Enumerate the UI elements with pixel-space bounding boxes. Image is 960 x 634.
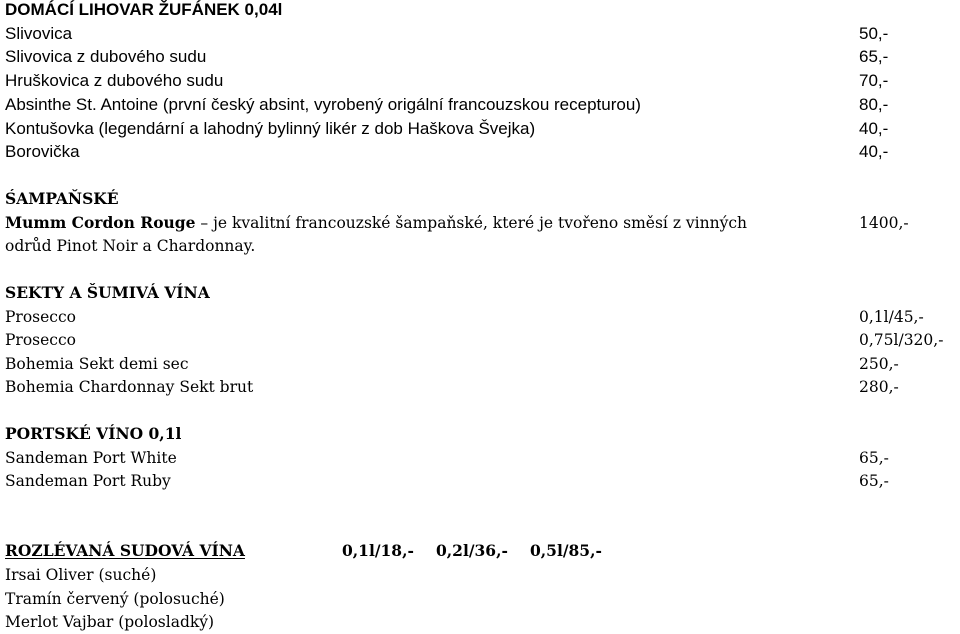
- section-heading-sparkling: SEKTY A ŠUMIVÁ VÍNA: [5, 283, 210, 302]
- menu-item-price: 40,-: [859, 119, 889, 138]
- draft-wine-price-medium: 0,2l/36,-: [436, 541, 508, 560]
- menu-item-desc-line1: – je kvalitní francouzské šampaňské, které je tvořeno směsí z vinných: [195, 214, 748, 232]
- menu-item-name: Sandeman Port White: [5, 449, 177, 467]
- menu-item-name: Slivovica: [5, 24, 73, 43]
- menu-item-name: Prosecco: [5, 308, 76, 326]
- menu-item-price: 280,-: [859, 378, 899, 396]
- section-heading-spirits: DOMÁCÍ LIHOVAR ŽUFÁNEK 0,04l: [5, 0, 283, 19]
- menu-item-price: 0,75l/320,-: [859, 331, 944, 349]
- draft-wine-price-large: 0,5l/85,-: [530, 541, 602, 560]
- section-heading-champagne: ŚAMPAŇSKÉ: [5, 189, 119, 208]
- menu-item-name: Bohemia Sekt demi sec: [5, 355, 189, 373]
- menu-item-name: Absinthe St. Antoine (první český absint, vyrobený origální francouzskou recepturou): [5, 95, 641, 114]
- menu-item-price: 40,-: [859, 142, 889, 161]
- menu-item-name: Kontušovka (legendární a lahodný bylinný likér z dob Haškova Švejka): [5, 119, 536, 138]
- menu-item-name: Mumm Cordon Rouge: [5, 213, 196, 232]
- menu-item-name: Prosecco: [5, 331, 76, 349]
- menu-item-price: 65,-: [859, 47, 889, 66]
- menu-item-price: 1400,-: [859, 214, 909, 232]
- menu-item-desc-line2: odrůd Pinot Noir a Chardonnay.: [5, 237, 256, 255]
- menu-item-name: Borovička: [5, 142, 80, 161]
- menu-item-price: 50,-: [859, 24, 889, 43]
- menu-item-name: Sandeman Port Ruby: [5, 472, 171, 490]
- menu-item-price: 250,-: [859, 355, 899, 373]
- menu-item-name: Merlot Vajbar (polosladký): [5, 613, 215, 631]
- draft-wine-price-small: 0,1l/18,-: [342, 541, 414, 560]
- menu-item-price: 70,-: [859, 71, 889, 90]
- menu-item-name: Slivovica z dubového sudu: [5, 47, 207, 66]
- menu-item-name: Tramín červený (polosuché): [5, 590, 225, 608]
- menu-item-price: 65,-: [859, 449, 889, 467]
- menu-item-description: [5, 213, 747, 233]
- menu-item-name: Irsai Oliver (suché): [5, 566, 157, 584]
- menu-item-name: Hruškovica z dubového sudu: [5, 71, 224, 90]
- menu-item-name: Bohemia Chardonnay Sekt brut: [5, 378, 254, 396]
- menu-item-price: 65,-: [859, 472, 889, 490]
- menu-item-price: 80,-: [859, 95, 889, 114]
- menu-item-price: 0,1l/45,-: [859, 308, 924, 326]
- section-heading-draft-wine: ROZLÉVANÁ SUDOVÁ VÍNA: [5, 541, 245, 560]
- section-heading-port: PORTSKÉ VÍNO 0,1l: [5, 424, 182, 443]
